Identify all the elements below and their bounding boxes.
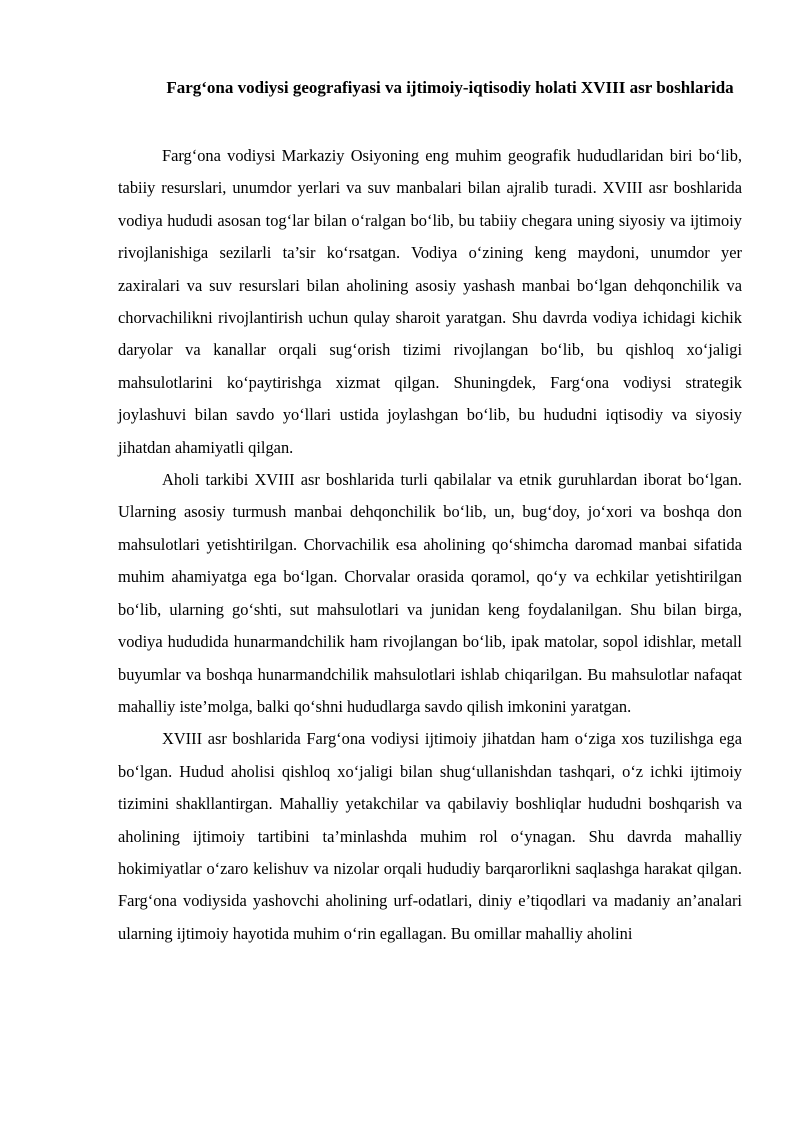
paragraph-social-structure: XVIII asr boshlarida Farg‘ona vodiysi ijtimoiy jihatdan ham o‘ziga xos tuzilishga ega bo‘lgan. Hudud aholisi qishloq xo‘jaligi bilan shug‘ullanishdan tashqari, o‘z ichki ijtimoiy tizimini shakllantirgan. Mahalliy yetakchilar va qabilaviy boshliqlar hududni boshqarish va aholining ijtimoiy tartibini ta’minlashda muhim rol o‘ynagan. Shu davrda mahalliy hokimiyatlar o‘zaro kelishuv va nizolar orqali hududiy barqarorlikni saqlashga harakat qilgan. Farg‘ona vodiysida yashovchi aholining urf-odatlari, diniy e’tiqodlari va madaniy an’analari ularning ijtimoiy hayotida muhim o‘rin egallagan. Bu omillar mahalliy aholini — [118, 729, 742, 943]
document-title: Farg‘ona vodiysi geografiyasi va ijtimoiy-iqtisodiy holati XVIII asr boshlarida — [166, 78, 734, 97]
document-body — [118, 140, 742, 950]
paragraph-geography: Farg‘ona vodiysi Markaziy Osiyoning eng muhim geografik hududlaridan biri bo‘lib, tabiiy resurslari, unumdor yerlari va suv manbalari bilan ajralib turadi. XVIII asr boshlarida vodiya hududi asosan tog‘lar bilan o‘ralgan bo‘lib, bu tabiiy chegara uning siyosiy va ijtimoiy rivojlanishiga sezilarli ta’sir ko‘rsatgan. Vodiya o‘zining keng maydoni, unumdor yer zaxiralari va suv resurslari bilan aholining asosiy yashash manbai bo‘lgan dehqonchilik va chorvachilikni rivojlantirish uchun qulay sharoit yaratgan. Shu davrda vodiya ichidagi kichik daryolar va kanallar orqali sug‘orish tizimi rivojlangan bo‘lib, bu qishloq xo‘jaligi mahsulotlarini ko‘paytirishga xizmat qilgan. Shuningdek, Farg‘ona vodiysi strategik joylashuvi bilan savdo yo‘llari ustida joylashgan bo‘lib, bu hududni iqtisodiy va siyosiy jihatdan ahamiyatli qilgan. — [118, 146, 742, 457]
paragraph-population: Aholi tarkibi XVIII asr boshlarida turli qabilalar va etnik guruhlardan iborat bo‘lgan. Ularning asosiy turmush manbai dehqonchilik bo‘lib, un, bug‘doy, jo‘xori va boshqa don mahsulotlari yetishtirilgan. Chorvachilik esa aholining qo‘shimcha daromad manbai sifatida muhim ahamiyatga ega bo‘lgan. Chorvalar orasida qoramol, qo‘y va echkilar yetishtirilgan bo‘lib, ularning go‘shti, sut mahsulotlari va junidan keng foydalanilgan. Shu bilan birga, vodiya hududida hunarmandchilik ham rivojlangan bo‘lib, ipak matolar, sopol idishlar, metall buyumlar va boshqa hunarmandchilik mahsulotlari ishlab chiqarilgan. Bu mahsulotlar nafaqat mahalliy iste’molga, balki qo‘shni hududlarga savdo qilish imkonini yaratgan. — [118, 470, 742, 716]
